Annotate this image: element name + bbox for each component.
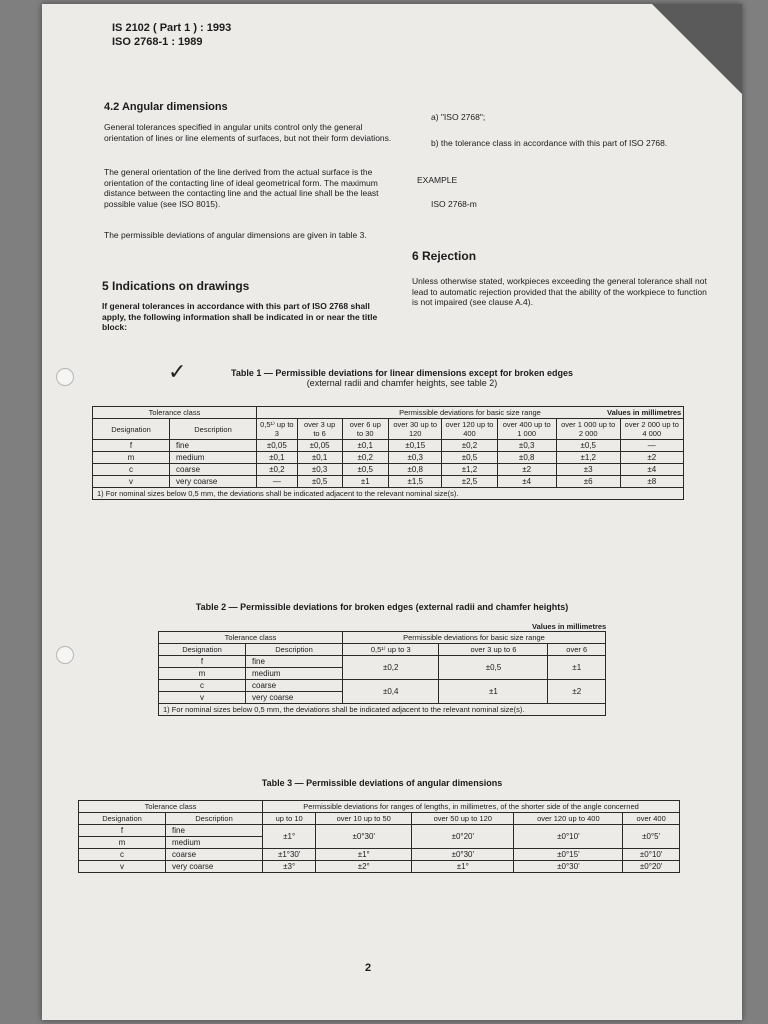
value-cell: ±0,3	[388, 452, 442, 464]
paragraph-5-1: If general tolerances in accordance with this part of ISO 2768 shall apply, the following information shall be indicated in or near the title block:	[102, 301, 378, 332]
value-cell: ±1,5	[388, 476, 442, 488]
value-cell: ±0°20'	[412, 825, 514, 849]
value-cell: ±0,5	[439, 656, 548, 680]
value-cell: ±0,5	[342, 464, 388, 476]
table-1-range-0: 0,5¹⁾ up to 3	[257, 419, 298, 440]
designation-cell: v	[159, 692, 246, 704]
value-cell: ±8	[620, 476, 683, 488]
value-cell: ±0,8	[497, 452, 556, 464]
table-3-col-description: Description	[166, 813, 263, 825]
table-1-range-5: over 400 up to 1 000	[497, 419, 556, 440]
heading-6: 6 Rejection	[412, 249, 477, 263]
table-row	[79, 825, 680, 837]
table-3-range-2: over 50 up to 120	[412, 813, 514, 825]
value-cell: ±0°10'	[623, 849, 680, 861]
value-cell: ±0°30'	[514, 861, 623, 873]
table-row	[159, 656, 606, 668]
value-cell: ±0,3	[497, 440, 556, 452]
table-2-footnote: 1) For nominal sizes below 0,5 mm, the deviations shall be indicated adjacent to the relevant nominal size(s).	[159, 704, 606, 716]
punch-hole-bottom	[56, 646, 74, 664]
value-cell: ±4	[620, 464, 683, 476]
designation-cell: f	[93, 440, 170, 452]
value-cell: ±0,5	[297, 476, 342, 488]
table-row	[159, 680, 606, 692]
description-cell: medium	[246, 668, 343, 680]
value-cell: ±1°	[316, 849, 412, 861]
value-cell: ±1	[439, 680, 548, 704]
value-cell: ±6	[556, 476, 620, 488]
table-row	[79, 849, 680, 861]
value-cell: ±1°	[412, 861, 514, 873]
designation-cell: v	[79, 861, 166, 873]
description-cell: fine	[166, 825, 263, 837]
table-3-col-designation: Designation	[79, 813, 166, 825]
table-2-col-description: Description	[246, 644, 343, 656]
value-cell: ±2	[548, 680, 606, 704]
value-cell: ±0°15'	[514, 849, 623, 861]
value-cell: ±0,1	[257, 452, 298, 464]
table-1-col-designation: Designation	[93, 419, 170, 440]
value-cell: ±0°30'	[316, 825, 412, 849]
table-2-units: Values in millimetres	[532, 622, 607, 631]
designation-cell: m	[93, 452, 170, 464]
table-1-range-2: over 6 up to 30	[342, 419, 388, 440]
designation-cell: f	[159, 656, 246, 668]
paragraph-6-1: Unless otherwise stated, workpieces exceeding the general tolerance shall not lead to automatic rejection provided that the ability of the workpiece to function is not impaired (see clause A.4).	[412, 276, 707, 307]
value-cell: ±0,15	[388, 440, 442, 452]
value-cell: —	[620, 440, 683, 452]
designation-cell: f	[79, 825, 166, 837]
value-cell: ±0,2	[342, 452, 388, 464]
table-2	[158, 631, 606, 716]
value-cell: ±2	[497, 464, 556, 476]
table-row	[93, 476, 684, 488]
table-2-caption: Table 2 — Permissible deviations for broken edges (external radii and chamfer heights)	[195, 602, 569, 612]
value-cell: ±0,3	[297, 464, 342, 476]
description-cell: coarse	[166, 849, 263, 861]
value-cell: ±0,1	[342, 440, 388, 452]
value-cell: ±0,4	[343, 680, 439, 704]
description-cell: fine	[170, 440, 257, 452]
value-cell: ±0,1	[297, 452, 342, 464]
table-3-caption: Table 3 — Permissible deviations of angular dimensions	[261, 778, 503, 788]
table-3-range-1: over 10 up to 50	[316, 813, 412, 825]
heading-5: 5 Indications on drawings	[102, 279, 250, 293]
designation-cell: c	[79, 849, 166, 861]
list-item-b: b) the tolerance class in accordance with this part of ISO 2768.	[431, 138, 668, 148]
table-3-range-0: up to 10	[263, 813, 316, 825]
description-cell: coarse	[246, 680, 343, 692]
description-cell: very coarse	[246, 692, 343, 704]
table-3-range-3: over 120 up to 400	[514, 813, 623, 825]
page-corner-shadow	[652, 4, 742, 94]
table-3	[78, 800, 680, 873]
table-2-range-1: over 3 up to 6	[439, 644, 548, 656]
value-cell: ±0,05	[257, 440, 298, 452]
table-2-range-header: Permissible deviations for basic size range	[343, 632, 606, 644]
table-1-range-6: over 1 000 up to 2 000	[556, 419, 620, 440]
designation-cell: m	[79, 837, 166, 849]
value-cell: ±1	[342, 476, 388, 488]
table-2-range-0: 0,5¹⁾ up to 3	[343, 644, 439, 656]
table-1	[92, 406, 684, 500]
value-cell: ±2,5	[442, 476, 497, 488]
description-cell: coarse	[170, 464, 257, 476]
value-cell: ±0,8	[388, 464, 442, 476]
table-2-group-header: Tolerance class	[159, 632, 343, 644]
table-1-range-1: over 3 up to 6	[297, 419, 342, 440]
designation-cell: c	[93, 464, 170, 476]
heading-4-2: 4.2 Angular dimensions	[104, 101, 228, 113]
value-cell: ±0,5	[556, 440, 620, 452]
table-1-group-header: Tolerance class	[93, 407, 257, 419]
value-cell: ±0,05	[297, 440, 342, 452]
value-cell: ±1,2	[556, 452, 620, 464]
paragraph-4-2-1: General tolerances specified in angular units control only the general orientation of lines or line elements of surfaces, but not their form deviations.	[104, 122, 392, 143]
table-3-range-4: over 400	[623, 813, 680, 825]
value-cell: ±0,5	[442, 452, 497, 464]
paragraph-4-2-3: The permissible deviations of angular dimensions are given in table 3.	[104, 230, 367, 240]
page-number: 2	[365, 962, 372, 974]
value-cell: ±3	[556, 464, 620, 476]
table-1-title: Table 1 — Permissible deviations for linear dimensions except for broken edges	[231, 368, 573, 378]
value-cell: ±4	[497, 476, 556, 488]
iso-number: ISO 2768-1 : 1989	[112, 36, 203, 48]
designation-cell: v	[93, 476, 170, 488]
description-cell: fine	[246, 656, 343, 668]
value-cell: ±0°5'	[623, 825, 680, 849]
value-cell: ±2	[620, 452, 683, 464]
value-cell: ±2°	[316, 861, 412, 873]
example-label: EXAMPLE	[417, 175, 458, 185]
value-cell: ±0,2	[257, 464, 298, 476]
standard-number: IS 2102 ( Part 1 ) : 1993	[112, 22, 232, 34]
description-cell: very coarse	[166, 861, 263, 873]
table-1-range-4: over 120 up to 400	[442, 419, 497, 440]
value-cell: ±0°10'	[514, 825, 623, 849]
table-row	[93, 440, 684, 452]
handwritten-tick-mark: ✓	[168, 360, 187, 385]
value-cell: ±1°30'	[263, 849, 316, 861]
table-1-range-7: over 2 000 up to 4 000	[620, 419, 683, 440]
table-row	[93, 464, 684, 476]
value-cell: ±1,2	[442, 464, 497, 476]
table-2-col-designation: Designation	[159, 644, 246, 656]
value-cell: ±1	[548, 656, 606, 680]
value-cell: ±3°	[263, 861, 316, 873]
designation-cell: m	[159, 668, 246, 680]
description-cell: medium	[170, 452, 257, 464]
value-cell: ±0°30'	[412, 849, 514, 861]
table-row	[93, 452, 684, 464]
designation-cell: c	[159, 680, 246, 692]
value-cell: ±0,2	[343, 656, 439, 680]
table-3-range-header: Permissible deviations for ranges of lengths, in millimetres, of the shorter side of the angle concerned	[263, 801, 680, 813]
description-cell: medium	[166, 837, 263, 849]
punch-hole-top	[56, 368, 74, 386]
table-1-units: Values in millimetres	[607, 408, 682, 417]
value-cell: —	[257, 476, 298, 488]
table-1-col-description: Description	[170, 419, 257, 440]
table-1-range-3: over 30 up to 120	[388, 419, 442, 440]
table-row	[79, 861, 680, 873]
description-cell: very coarse	[170, 476, 257, 488]
value-cell: ±1°	[263, 825, 316, 849]
table-1-range-header: Permissible deviations for basic size range	[257, 407, 684, 419]
table-1-footnote: 1) For nominal sizes below 0,5 mm, the deviations shall be indicated adjacent to the relevant nominal size(s).	[93, 488, 684, 500]
list-item-a: a) "ISO 2768";	[431, 112, 486, 122]
table-3-group-header: Tolerance class	[79, 801, 263, 813]
value-cell: ±0,2	[442, 440, 497, 452]
value-cell: ±0°20'	[623, 861, 680, 873]
table-1-subtitle: (external radii and chamfer heights, see table 2)	[306, 378, 498, 388]
example-value: ISO 2768-m	[431, 199, 477, 209]
document-page	[42, 4, 742, 1020]
paragraph-4-2-2: The general orientation of the line derived from the actual surface is the orientation of the contacting line of ideal geometrical form. The maximum distance between the contacting line and the actual line shall be the least possible value (see ISO 8015).	[104, 167, 379, 209]
table-1-caption	[192, 368, 612, 388]
table-2-range-2: over 6	[548, 644, 606, 656]
